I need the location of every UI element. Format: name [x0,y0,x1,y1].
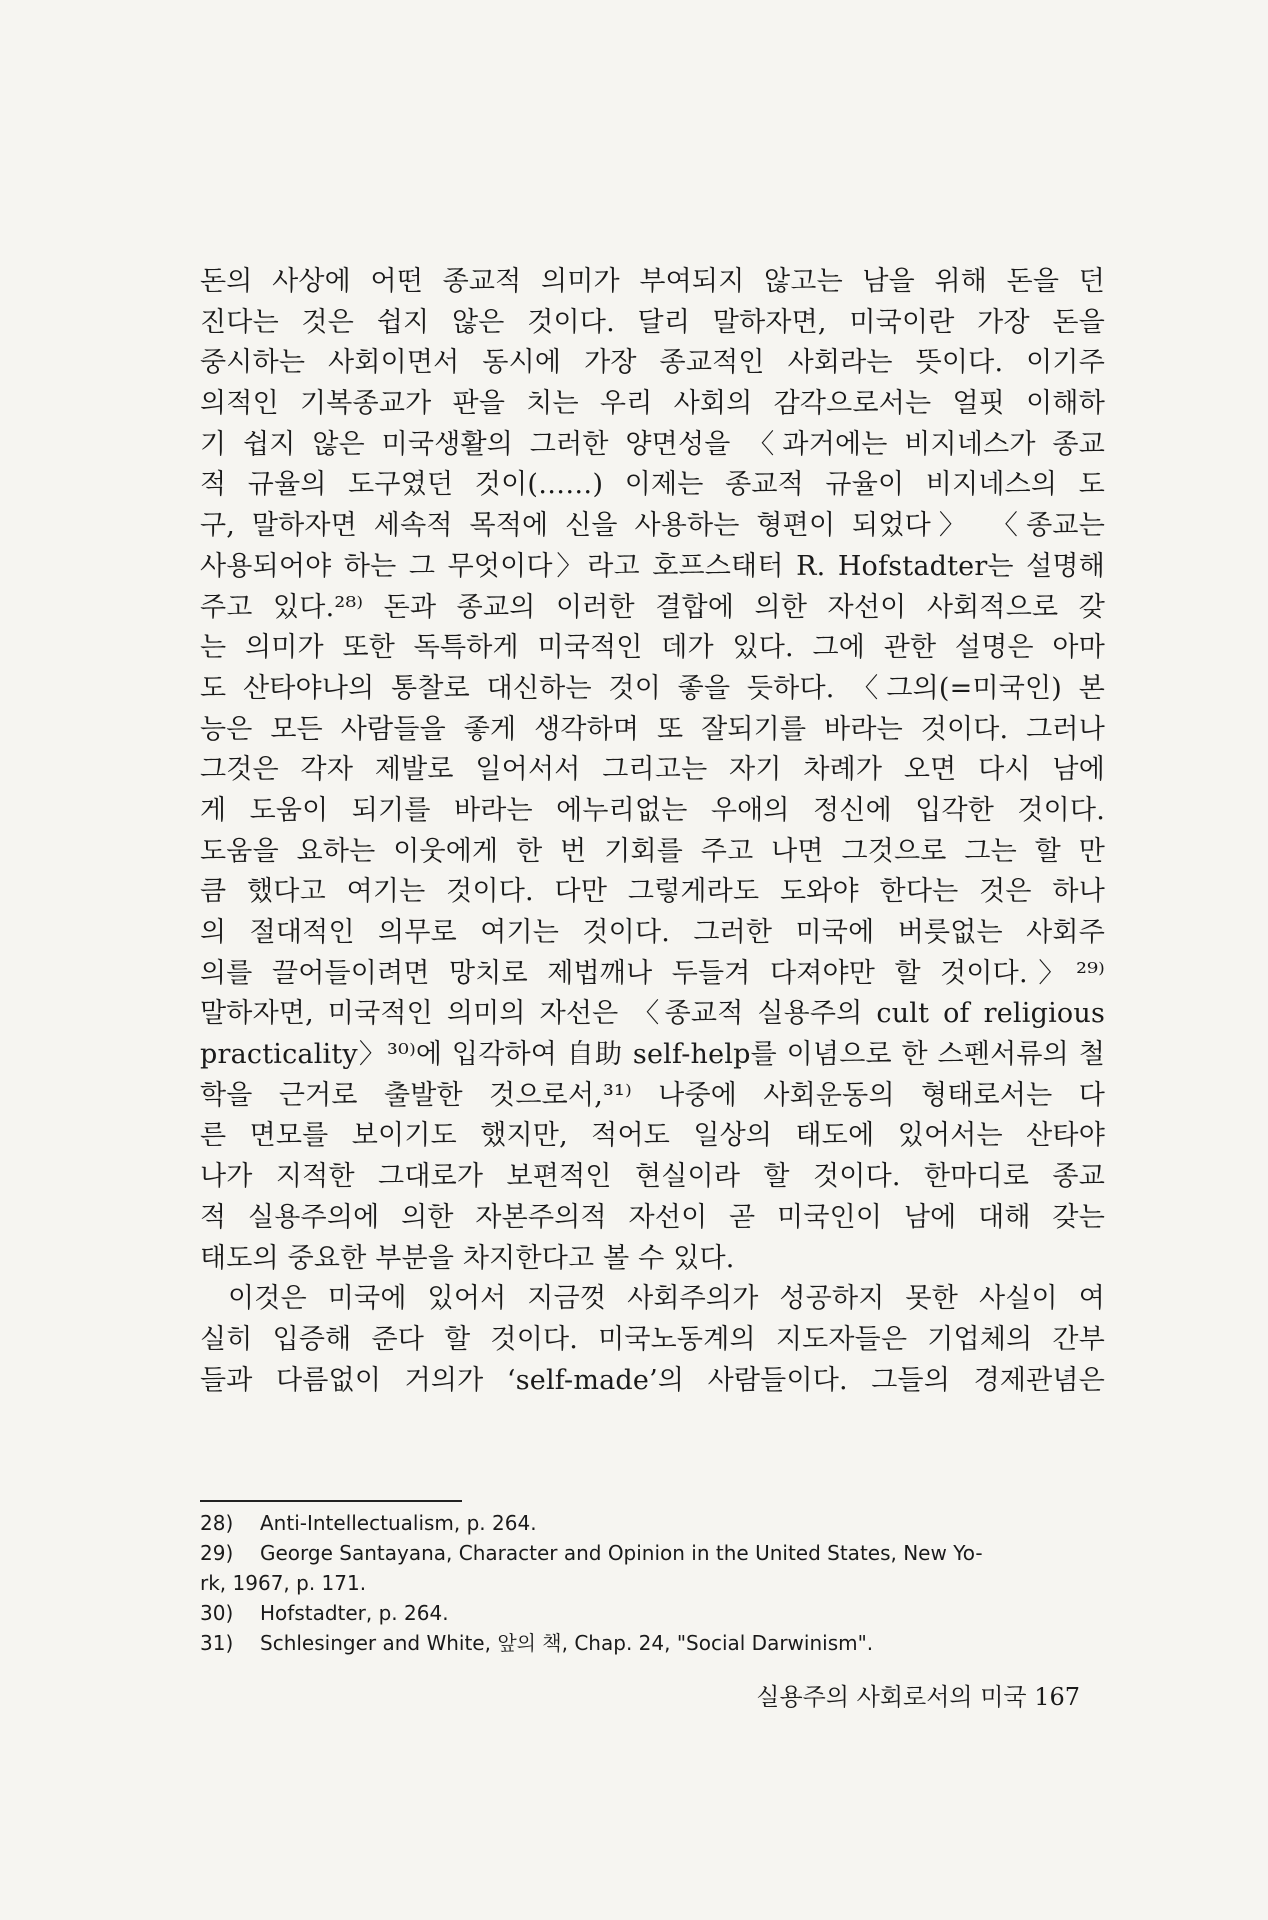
footnote-number: 28) [200,1511,234,1535]
footnote-divider [200,1500,462,1502]
text-line: 적 실용주의에 의한 자본주의적 자선이 곧 미국인이 남에 대해 갖는 [200,1201,1105,1233]
text-line: 구, 말하자면 세속적 목적에 신을 사용하는 형편이 되었다〉 〈종교는 [200,510,1105,542]
footnote-text: Schlesinger and White, 앞의 책, Chap. 24, "Social Darwinism". [260,1631,874,1655]
footnotes [200,1508,1105,1658]
text-line: practicality〉³⁰⁾에 입각하여 自助 self-help를 이념으로 한 스펜서류의 철 [200,1039,1105,1071]
text-line: 의적인 기복종교가 판을 치는 우리 사회의 감각으로서는 얼핏 이해하 [200,388,1105,420]
footnote-item [200,1628,1105,1658]
text-line: 태도의 중요한 부분을 차지한다고 볼 수 있다. [200,1242,735,1274]
paragraph-start-line: 이것은 미국에 있어서 지금껏 사회주의가 성공하지 못한 사실이 여 [228,1283,1105,1315]
footnote-item [200,1508,1105,1538]
footnote-number: 29) [200,1541,234,1565]
text-line: 말하자면, 미국적인 의미의 자선은 〈종교적 실용주의 cult of religious [200,998,1105,1030]
footnote-item [200,1538,1105,1568]
footnote-number: 31) [200,1631,234,1655]
text-line: 진다는 것은 쉽지 않은 것이다. 달리 말하자면, 미국이란 가장 돈을 [200,306,1105,338]
text-line: 주고 있다.²⁸⁾ 돈과 종교의 이러한 결합에 의한 자선이 사회적으로 갖 [200,591,1105,623]
text-line: 도움을 요하는 이웃에게 한 번 기회를 주고 나면 그것으로 그는 할 만 [200,835,1105,867]
body-text [200,262,1105,1401]
text-line: 학을 근거로 출발한 것으로서,³¹⁾ 나중에 사회운동의 형태로서는 다 [200,1079,1105,1111]
text-line: 의를 끌어들이려면 망치로 제법깨나 두들겨 다져야만 할 것이다.〉²⁹⁾ [200,957,1105,989]
footnote-text: George Santayana, Character and Opinion in the United States, New Yo- [260,1541,983,1565]
text-line: 적 규율의 도구였던 것이(……) 이제는 종교적 규율이 비지네스의 도 [200,469,1105,501]
text-line: 나가 지적한 그대로가 보편적인 현실이라 할 것이다. 한마디로 종교 [200,1161,1105,1193]
text-line: 의 절대적인 의무로 여기는 것이다. 그러한 미국에 버릇없는 사회주 [200,917,1105,948]
text-line: 실히 입증해 준다 할 것이다. 미국노동계의 지도자들은 기업체의 간부 [200,1323,1105,1355]
footnote-item [200,1598,1105,1628]
footnote-continuation: rk, 1967, p. 171. [200,1571,367,1595]
text-line: 들과 다름없이 거의가 ‘self-made’의 사람들이다. 그들의 경제관념은 [200,1364,1105,1396]
footnote-text: Hofstadter, p. 264. [260,1601,449,1625]
text-line: 능은 모든 사람들을 좋게 생각하며 또 잘되기를 바라는 것이다. 그러나 [200,713,1105,745]
running-footer: 실용주의 사회로서의 미국 167 [756,1683,1080,1711]
text-line: 사용되어야 하는 그 무엇이다〉라고 호프스태터 R. Hofstadter는 설명해 [200,550,1105,582]
text-line: 기 쉽지 않은 미국생활의 그러한 양면성을 〈과거에는 비지네스가 종교 [200,428,1105,460]
text-line: 돈의 사상에 어떤 종교적 의미가 부여되지 않고는 남을 위해 돈을 던 [200,266,1105,297]
text-line: 중시하는 사회이면서 동시에 가장 종교적인 사회라는 뜻이다. 이기주 [200,347,1105,379]
text-line: 그것은 각자 제발로 일어서서 그리고는 자기 차례가 오면 다시 남에 [200,754,1105,786]
text-line: 른 면모를 보이기도 했지만, 적어도 일상의 태도에 있어서는 산타야 [200,1120,1105,1152]
footnote-text: Anti-Intellectualism, p. 264. [260,1511,537,1535]
text-line: 는 의미가 또한 독특하게 미국적인 데가 있다. 그에 관한 설명은 아마 [200,632,1105,664]
text-line: 큼 했다고 여기는 것이다. 다만 그렇게라도 도와야 한다는 것은 하나 [200,876,1105,908]
text-line: 도 산타야나의 통찰로 대신하는 것이 좋을 듯하다. 〈그의(=미국인) 본 [200,672,1105,704]
text-line: 게 도움이 되기를 바라는 에누리없는 우애의 정신에 입각한 것이다. [200,794,1105,826]
footnote-number: 30) [200,1601,234,1625]
